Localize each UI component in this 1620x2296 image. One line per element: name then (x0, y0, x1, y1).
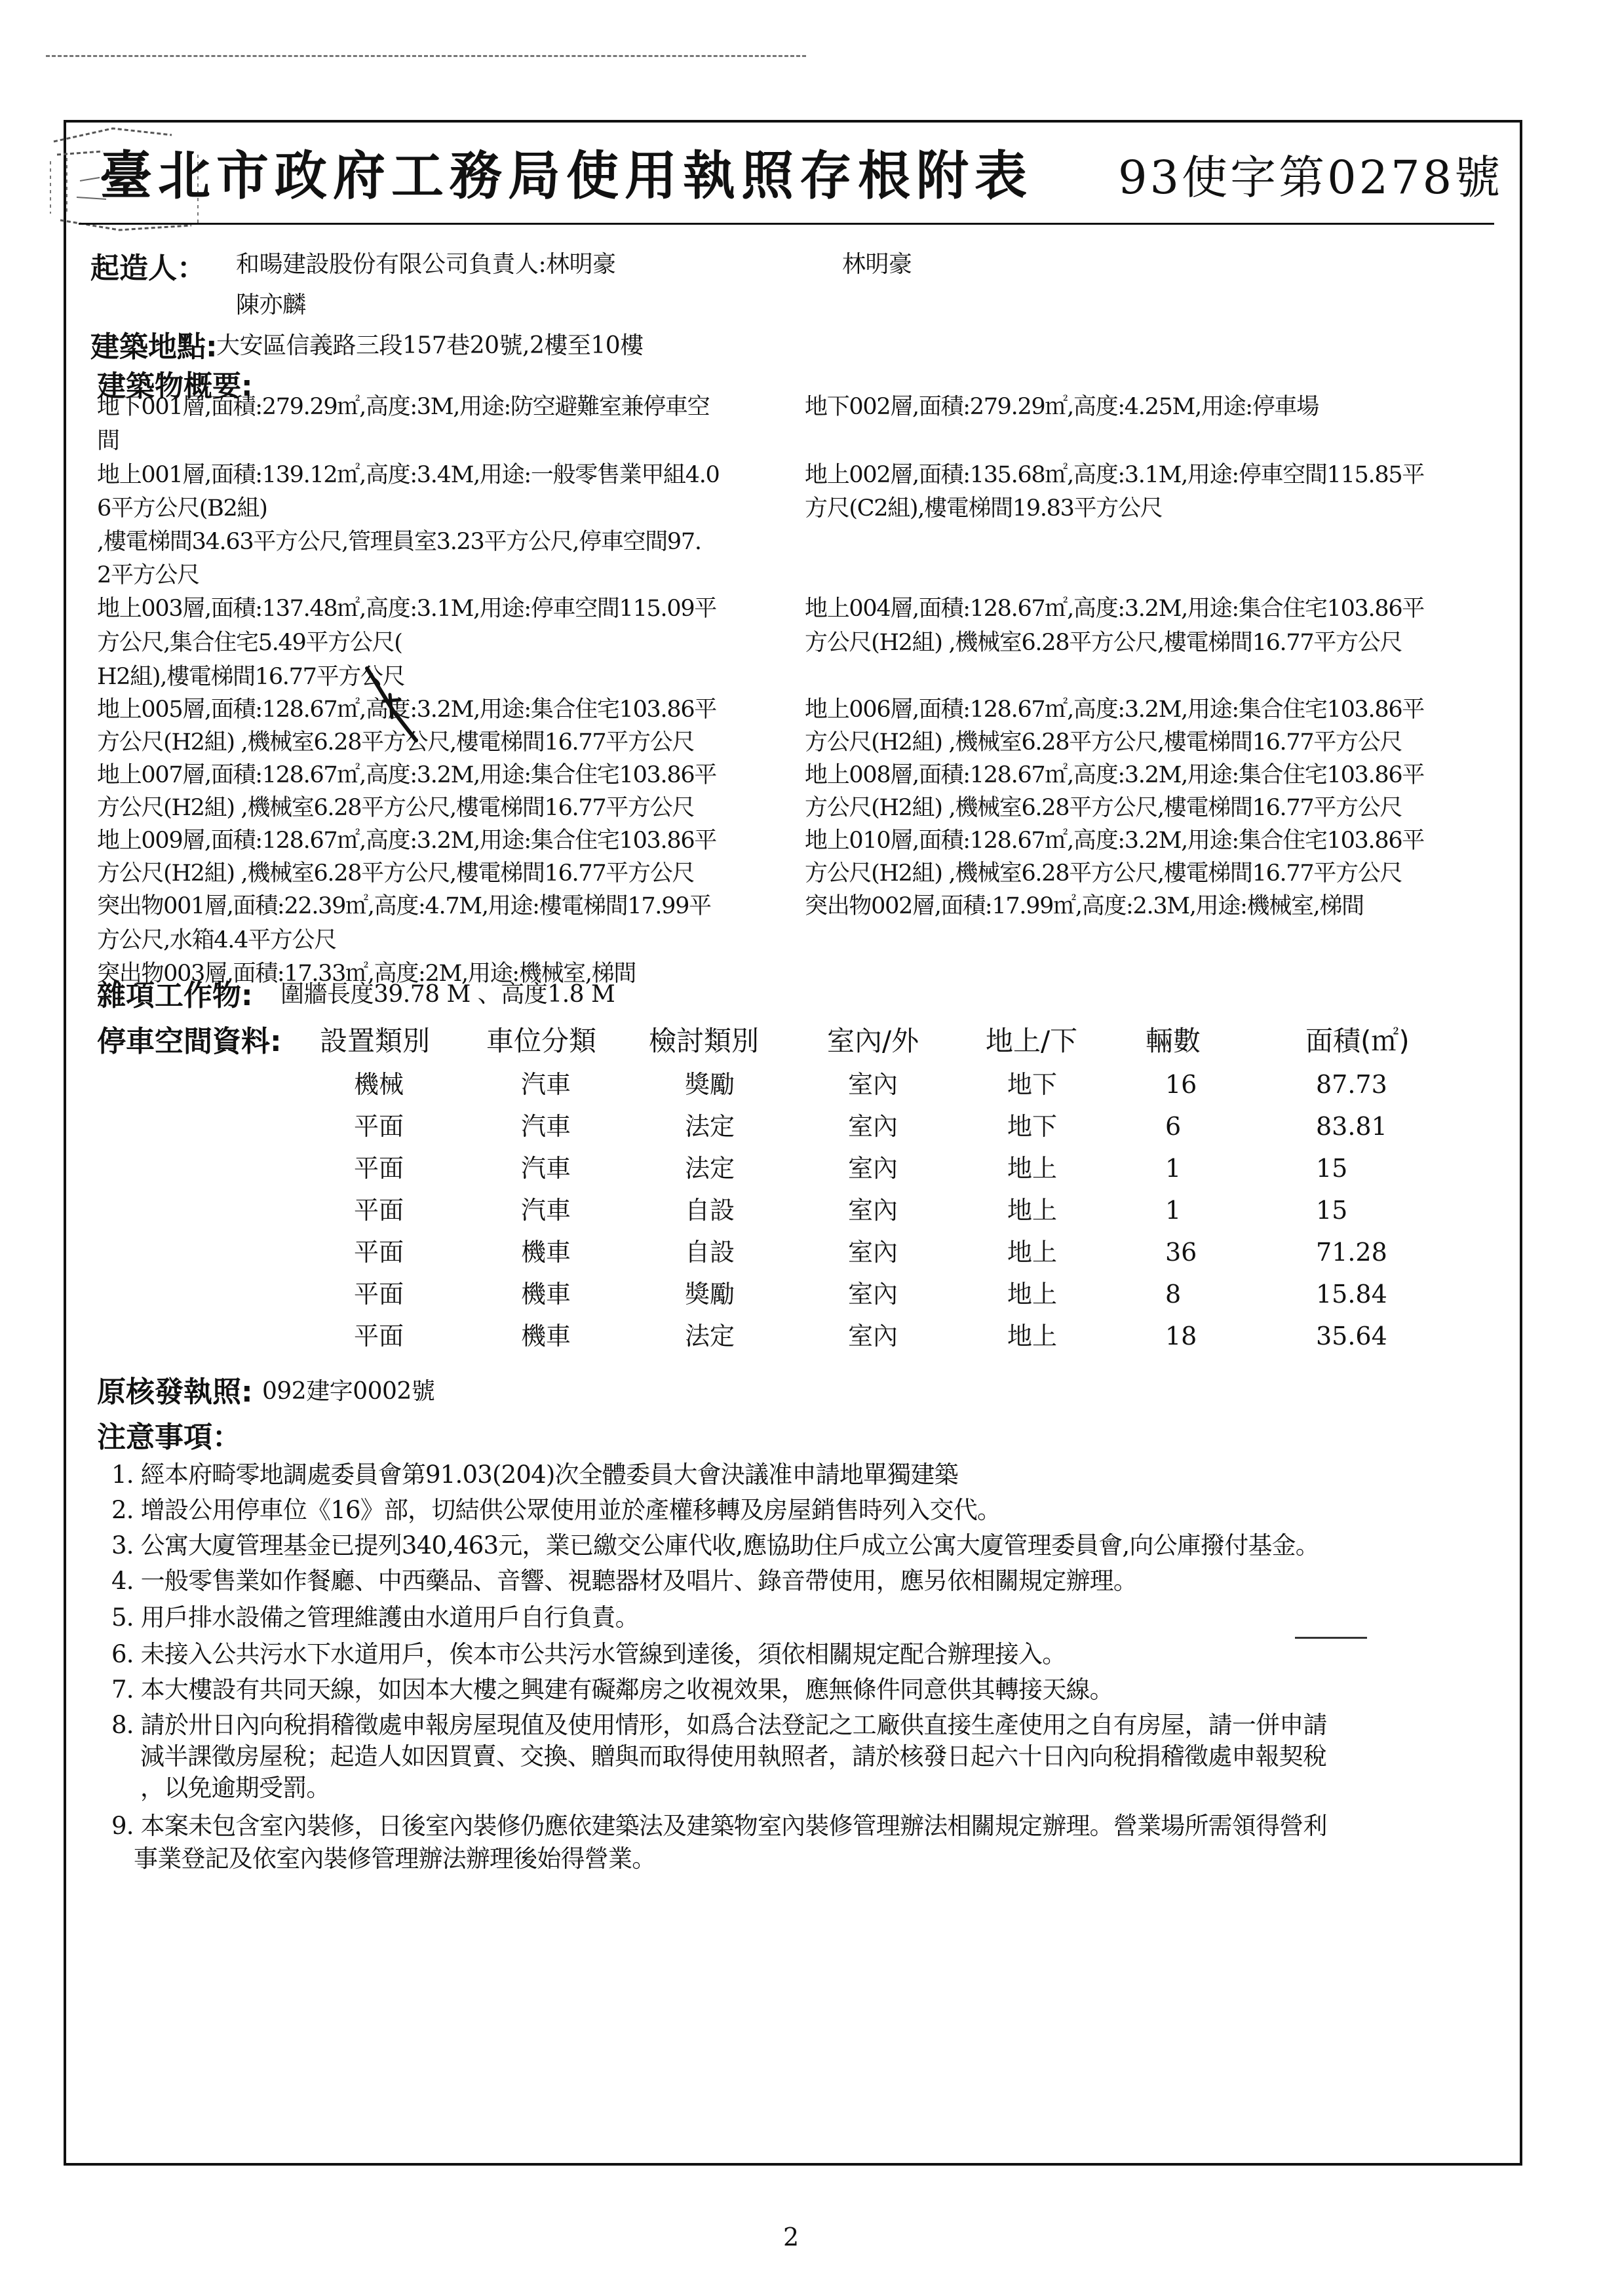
note-line: 7. 本大樓設有共同天線，如因本大樓之興建有礙鄰房之收視效果，應無條件同意供其轉接天線。 (111, 1675, 1113, 1704)
overview-left-line: ,樓電梯間34.63平方公尺,管理員室3.23平方公尺,停車空間97. (97, 529, 701, 555)
document-number: 93使字第0278號 (1118, 151, 1503, 204)
overview-left-line: 地上009層,面積:128.67㎡,高度:3.2M,用途:集合住宅103.86平 (97, 828, 716, 854)
table-cell-space-class: 機車 (521, 1322, 571, 1350)
page-number: 2 (783, 2223, 800, 2251)
table-cell-space-class: 汽車 (521, 1154, 571, 1183)
table-cell-review-type: 獎勵 (685, 1070, 735, 1099)
table-cell-space-class: 機車 (521, 1280, 571, 1309)
table-cell-review-type: 法定 (685, 1112, 735, 1141)
table-cell-area: 15.84 (1316, 1280, 1387, 1309)
table-cell-count: 36 (1165, 1238, 1197, 1267)
stray-mark (1295, 1637, 1367, 1639)
overview-right-line: 方公尺(H2組) ,機械室6.28平方公尺,樓電梯間16.77平方公尺 (805, 860, 1402, 887)
overview-right-line: 方尺(C2組),樓電梯間19.83平方公尺 (805, 495, 1163, 522)
overview-right-line: 地上002層,面積:135.68㎡,高度:3.1M,用途:停車空間115.85平 (805, 462, 1424, 488)
overview-left-line: 突出物003層,面積:17.33㎡,高度:2M,用途:機械室,梯間 (97, 961, 636, 987)
overview-left-line: 2平方公尺 (97, 562, 199, 588)
table-cell-area: 87.73 (1316, 1070, 1387, 1099)
table-cell-count: 16 (1165, 1070, 1197, 1099)
table-cell-count: 1 (1165, 1196, 1182, 1225)
overview-left-line: 地上007層,面積:128.67㎡,高度:3.2M,用途:集合住宅103.86平 (97, 762, 716, 788)
site-label: 建築地點: (90, 330, 218, 364)
note-line: 事業登記及依室內裝修管理辦法辦理後始得營業。 (134, 1845, 656, 1873)
table-cell-review-type: 自設 (685, 1238, 735, 1267)
table-cell-indoor-outdoor: 室內 (848, 1280, 898, 1309)
title-divider (79, 223, 1494, 225)
note-line: 5. 用戶排水設備之管理維護由水道用戶自行負責。 (111, 1603, 639, 1632)
parking-header-above-below: 地上/下 (986, 1025, 1078, 1057)
overview-left-line: 方公尺(H2組) ,機械室6.28平方公尺,樓電梯間16.77平方公尺 (97, 795, 695, 821)
top-scan-line (46, 55, 806, 57)
table-cell-indoor-outdoor: 室內 (848, 1196, 898, 1225)
overview-right-line: 方公尺(H2組) ,機械室6.28平方公尺,樓電梯間16.77平方公尺 (805, 795, 1402, 821)
note-line: 1. 經本府畸零地調處委員會第91.03(204)次全體委員大會決議准申請地單獨建築 (111, 1461, 958, 1489)
misc-label: 雜項工作物: (97, 979, 253, 1012)
table-cell-above-below: 地下 (1007, 1070, 1058, 1099)
table-cell-area: 15 (1316, 1154, 1348, 1183)
table-cell-setup-type: 機械 (354, 1070, 404, 1099)
table-cell-setup-type: 平面 (354, 1238, 404, 1267)
overview-left-line: 地上001層,面積:139.12㎡,高度:3.4M,用途:一般零售業甲組4.0 (97, 462, 720, 488)
table-cell-space-class: 機車 (521, 1238, 571, 1267)
note-line: 9. 本案未包含室內裝修，日後室內裝修仍應依建築法及建築物室內裝修管理辦法相關規定辦理。營業場所需領得營利 (111, 1812, 1327, 1840)
table-cell-above-below: 地上 (1007, 1280, 1058, 1309)
table-cell-setup-type: 平面 (354, 1154, 404, 1183)
overview-right-line: 地下002層,面積:279.29㎡,高度:4.25M,用途:停車場 (805, 394, 1319, 420)
overview-left-line: 地下001層,面積:279.29㎡,高度:3M,用途:防空避難室兼停車空 (97, 394, 710, 420)
table-cell-space-class: 汽車 (521, 1112, 571, 1141)
overview-left-line: 突出物001層,面積:22.39㎡,高度:4.7M,用途:樓電梯間17.99平 (97, 893, 711, 919)
table-cell-review-type: 自設 (685, 1196, 735, 1225)
parking-header-review-type: 檢討類別 (649, 1025, 760, 1057)
table-cell-indoor-outdoor: 室內 (848, 1322, 898, 1350)
table-cell-indoor-outdoor: 室內 (848, 1070, 898, 1099)
table-cell-above-below: 地下 (1007, 1112, 1058, 1141)
table-cell-count: 8 (1165, 1280, 1182, 1309)
table-cell-review-type: 法定 (685, 1154, 735, 1183)
site-address: 大安區信義路三段157巷20號,2樓至10樓 (216, 332, 644, 359)
note-line: 減半課徵房屋稅；起造人如因買賣、交換、贈與而取得使用執照者，請於核發日起六十日內向稅捐稽徵處申報契稅 (140, 1742, 1326, 1770)
builder-name-2: 陳亦麟 (236, 292, 306, 318)
note-line: 2. 增設公用停車位《16》部，切結供公眾使用並於產權移轉及房屋銷售時列入交代。 (111, 1496, 1001, 1524)
table-cell-above-below: 地上 (1007, 1322, 1058, 1350)
table-cell-indoor-outdoor: 室內 (848, 1238, 898, 1267)
overview-right-line: 地上004層,面積:128.67㎡,高度:3.2M,用途:集合住宅103.86平 (805, 596, 1424, 622)
note-line: 4. 一般零售業如作餐廳、中西藥品、音響、視聽器材及唱片、錄音帶使用，應另依相關規定辦理。 (111, 1567, 1138, 1595)
overview-right-line: 方公尺(H2組) ,機械室6.28平方公尺,樓電梯間16.77平方公尺 (805, 630, 1402, 656)
table-cell-setup-type: 平面 (354, 1196, 404, 1225)
table-cell-indoor-outdoor: 室內 (848, 1154, 898, 1183)
table-cell-review-type: 獎勵 (685, 1280, 735, 1309)
table-cell-space-class: 汽車 (521, 1196, 571, 1225)
table-cell-count: 1 (1165, 1154, 1182, 1183)
overview-right-line: 突出物002層,面積:17.99㎡,高度:2.3M,用途:機械室,梯間 (805, 893, 1364, 919)
overview-left-line: 地上003層,面積:137.48㎡,高度:3.1M,用途:停車空間115.09平 (97, 596, 716, 622)
table-cell-count: 6 (1165, 1112, 1182, 1141)
note-line: ，以免逾期受罰。 (140, 1774, 330, 1802)
table-cell-area: 15 (1316, 1196, 1348, 1225)
builder-label: 起造人： (90, 252, 206, 285)
parking-header-area: 面積(㎡) (1305, 1025, 1410, 1057)
note-line: 8. 請於卅日內向稅捐稽徵處申報房屋現值及使用情形，如爲合法登記之工廠供直接生產使用之自有房屋，請一併申請 (111, 1711, 1327, 1739)
table-cell-setup-type: 平面 (354, 1322, 404, 1350)
misc-value: 圍牆長度39.78 M 、高度1.8 M (280, 981, 615, 1008)
table-cell-above-below: 地上 (1007, 1196, 1058, 1225)
parking-header-indoor-outdoor: 室內/外 (827, 1025, 919, 1057)
overview-right-line: 地上008層,面積:128.67㎡,高度:3.2M,用途:集合住宅103.86平 (805, 762, 1424, 788)
overview-right-line: 地上006層,面積:128.67㎡,高度:3.2M,用途:集合住宅103.86平 (805, 697, 1424, 723)
table-cell-count: 18 (1165, 1322, 1197, 1350)
table-cell-space-class: 汽車 (521, 1070, 571, 1099)
overview-right-line: 方公尺(H2組) ,機械室6.28平方公尺,樓電梯間16.77平方公尺 (805, 729, 1402, 756)
original-license-value: 092建字0002號 (262, 1378, 435, 1405)
parking-label: 停車空間資料: (97, 1025, 282, 1058)
parking-header-count: 輛數 (1146, 1025, 1201, 1057)
table-cell-setup-type: 平面 (354, 1280, 404, 1309)
overview-left-line: 6平方公尺(B2組) (97, 495, 267, 522)
overview-left-line: 方公尺(H2組) ,機械室6.28平方公尺,樓電梯間16.77平方公尺 (97, 860, 695, 887)
pen-mark-icon (354, 662, 433, 747)
table-cell-area: 35.64 (1316, 1322, 1387, 1350)
builder-name: 和暘建設股份有限公司負責人:林明豪 (236, 251, 616, 278)
note-line: 3. 公寓大廈管理基金已提列340,463元，業已繳交公庫代收,應協助住戶成立公寓大廈管理委員會,向公庫撥付基金。 (111, 1531, 1319, 1559)
table-cell-area: 83.81 (1316, 1112, 1387, 1141)
table-cell-indoor-outdoor: 室內 (848, 1112, 898, 1141)
parking-header-setup-type: 設置類別 (320, 1025, 431, 1057)
overview-left-line: 方公尺,水箱4.4平方公尺 (97, 927, 336, 953)
page-title: 臺北市政府工務局使用執照存根附表 (100, 145, 1033, 206)
original-license-label: 原核發執照: (97, 1375, 253, 1409)
parking-header-space-class: 車位分類 (486, 1025, 597, 1057)
table-cell-area: 71.28 (1316, 1238, 1387, 1267)
note-line: 6. 未接入公共污水下水道用戶，俟本市公共污水管線到達後，須依相關規定配合辦理接入。 (111, 1640, 1066, 1668)
overview-left-line: 方公尺(H2組) ,機械室6.28平方公尺,樓電梯間16.77平方公尺 (97, 729, 695, 756)
overview-left-line: 地上005層,面積:128.67㎡,高度:3.2M,用途:集合住宅103.86平 (97, 697, 716, 723)
overview-right-line: 地上010層,面積:128.67㎡,高度:3.2M,用途:集合住宅103.86平 (805, 828, 1424, 854)
table-cell-above-below: 地上 (1007, 1238, 1058, 1267)
notes-label: 注意事項： (97, 1421, 241, 1454)
overview-label: 建築物概要: (97, 370, 253, 403)
table-cell-review-type: 法定 (685, 1322, 735, 1350)
overview-left-line: 方公尺,集合住宅5.49平方公尺( (97, 630, 402, 656)
table-cell-setup-type: 平面 (354, 1112, 404, 1141)
builder-representative: 林明豪 (842, 251, 912, 278)
overview-left-line: H2組),樓電梯間16.77平方公尺 (97, 664, 405, 690)
table-cell-above-below: 地上 (1007, 1154, 1058, 1183)
overview-left-line: 間 (97, 428, 119, 454)
